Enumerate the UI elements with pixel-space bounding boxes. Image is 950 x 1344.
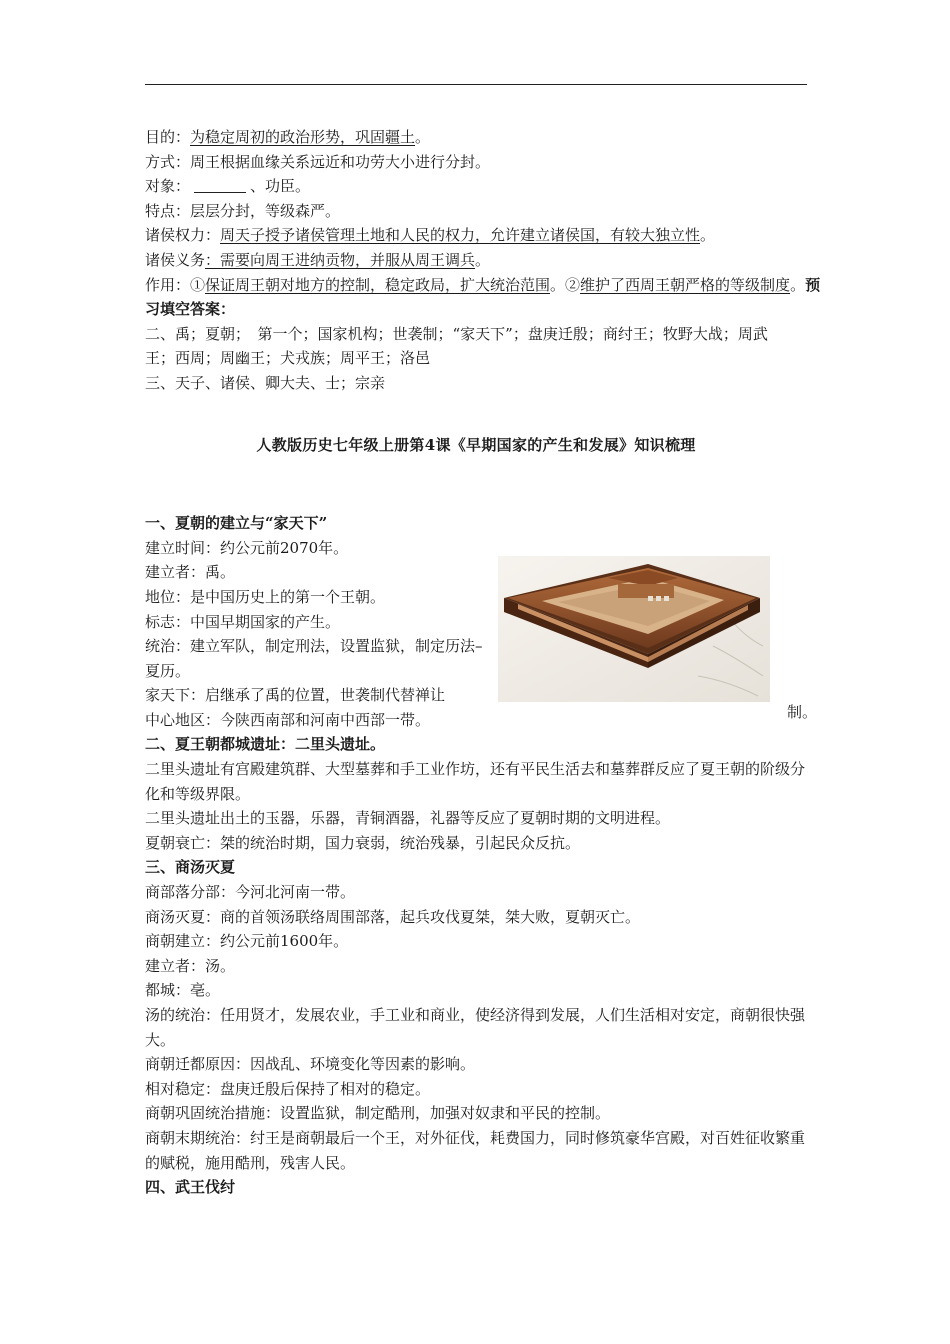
effect-mid: 。② (550, 275, 581, 294)
duties-label: 诸侯义务 (145, 250, 206, 269)
target-after: 、功臣。 (250, 177, 311, 196)
header-rule (145, 84, 807, 85)
method-line: 方式：周王根据血缘关系远近和功劳大小进行分封。 (145, 152, 491, 171)
duties-end: 。 (475, 250, 491, 269)
rights-text: 周天子授予诸侯管理土地和人民的权力，允许建立诸侯国，有较大独立性 (220, 226, 701, 245)
answers-title-start: 预 (805, 275, 821, 294)
purpose-line (145, 125, 807, 150)
fill-blank (194, 178, 246, 193)
xia-center: 中心地区：今陕西南部和河南中西部一带。 (145, 710, 431, 729)
shang-l9: 商朝巩固统治措施：设置监狱，制定酷刑，加强对奴隶和平民的控制。 (145, 1104, 611, 1123)
effect-text-2: 维护了西周王朝严格的等级制度 (580, 275, 791, 294)
section-2-heading: 二、夏王朝都城遗址：二里头遗址。 (145, 735, 386, 754)
rights-line (145, 223, 807, 248)
rights-end: 。 (700, 226, 716, 245)
target-label: 对象： (145, 177, 191, 196)
shang-l5: 都城：亳。 (145, 981, 221, 1000)
section-4-heading: 四、武王伐纣 (145, 1178, 236, 1197)
shang-l7: 商朝迁都原因：因战乱、环境变化等因素的影响。 (145, 1055, 476, 1074)
effect-line (145, 273, 821, 298)
duties-line (145, 248, 807, 273)
xia-decline: 夏朝衰亡：桀的统治时期，国力衰弱，统治残暴，引起民众反抗。 (145, 833, 581, 852)
shang-l4: 建立者：汤。 (145, 956, 236, 975)
document-title: 人教版历史七年级上册第4课《早期国家的产生和发展》知识梳理 (256, 435, 696, 454)
answers-3: 三、天子、诸侯、卿大夫、士；宗亲 (145, 373, 386, 392)
purpose-end: 。 (415, 128, 431, 146)
shang-l3: 商朝建立：约公元前1600年。 (145, 932, 349, 951)
answers-2a: 二、禹；夏朝； 第一个；国家机构；世袭制；“家天下”；盘庚迁殷；商纣王；牧野大战；周武 (145, 324, 768, 343)
shang-l6: 汤的统治：任用贤才，发展农业，手工业和商业，使经济得到发展，人们生活相对安定，商朝很快强大。 (145, 1006, 806, 1049)
shang-l10: 商朝末期统治：纣王是商朝最后一个王，对外征伐，耗费国力，同时修筑豪华宫殿，对百姓征收繁重的赋税，施用酷刑，残害人民。 (145, 1128, 806, 1172)
erlitou-p2: 二里头遗址出土的玉器，乐器，青铜酒器，礼器等反应了夏朝时期的文明进程。 (145, 809, 671, 828)
purpose-label: 目的： (145, 128, 191, 146)
xia-status: 地位：是中国历史上的第一个王朝。 (145, 587, 386, 606)
purpose-text: 为稳定周初的政治形势，巩固疆土 (190, 128, 416, 146)
duties-text: ：需要向周王进纳贡物，并服从周王调兵 (205, 250, 476, 269)
section-1-heading: 一、夏朝的建立与“家天下” (145, 514, 328, 533)
jiatianxia-end: 制。 (787, 703, 818, 721)
xia-mark: 标志：中国早期国家的产生。 (145, 612, 341, 631)
xia-founder: 建立者：禹。 (145, 563, 236, 582)
rights-label: 诸侯权力： (145, 226, 221, 245)
palace-model-image (498, 556, 770, 702)
effect-text-1: 保证周王朝对地方的控制，稳定政局，扩大统治范围 (205, 275, 551, 294)
xia-rule: 统治：建立军队，制定刑法，设置监狱，制定历法–夏历。 (145, 637, 483, 680)
target-line (145, 174, 807, 199)
section-3-heading: 三、商汤灭夏 (145, 858, 236, 877)
xia-jiatianxia: 家天下：启继承了禹的位置，世袭制代替禅让 (145, 686, 446, 705)
shang-l1: 商部落分部：今河北河南一带。 (145, 883, 356, 902)
shang-l2: 商汤灭夏：商的首领汤联络周围部落，起兵攻伐夏桀，桀大败，夏朝灭亡。 (145, 907, 641, 926)
answers-title: 习填空答案： (145, 300, 236, 319)
feature-line: 特点：层层分封，等级森严。 (145, 201, 341, 220)
answers-2b: 王；西周；周幽王；犬戎族；周平王；洛邑 (145, 349, 431, 368)
shang-l8: 相对稳定：盘庚迁殷后保持了相对的稳定。 (145, 1079, 431, 1098)
effect-label: 作用：① (145, 275, 206, 294)
erlitou-p1: 二里头遗址有宫殿建筑群、大型墓葬和手工业作坊，还有平民生活去和墓葬群反应了夏王朝的阶级分化和等级界限。 (145, 760, 806, 803)
xia-time: 建立时间：约公元前2070年。 (145, 538, 349, 557)
effect-end: 。 (790, 275, 806, 294)
